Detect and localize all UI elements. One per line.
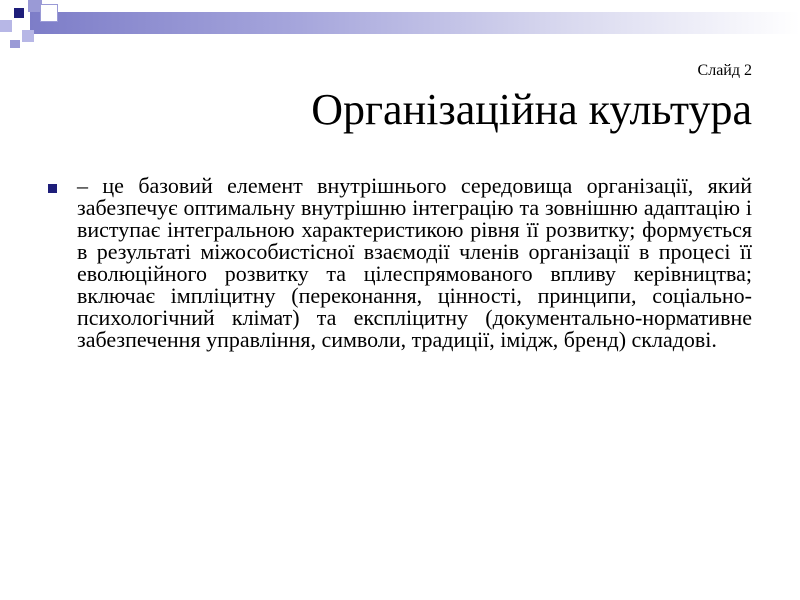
decor-square-lavender	[22, 30, 34, 42]
decor-square-navy	[14, 8, 24, 18]
decor-square-lavender	[0, 20, 12, 32]
square-bullet-icon	[48, 184, 57, 193]
slide-number: Слайд 2	[697, 62, 752, 79]
bullet-text: – це базовий елемент внутрішнього середовища організації, який забезпечує оптимальну внутрішню інтеграцію та зовнішню адаптацію і виступає інтегральною характеристикою рівня її розвитку; формується в результаті міжособистісної взаємодії членів організації в процесі її еволюційного розвитку та цілеспрямованого впливу керівництва; включає імпліцитну (переконання, цінності, принципи, соціально-психологічний клімат) та експліцитну (документально-нормативне забезпечення управління, символи, традиції, імідж, бренд) складові.	[77, 173, 752, 352]
header-gradient-bar	[30, 12, 800, 34]
slide-title: Організаційна культура	[311, 85, 752, 134]
decor-square-lavender	[10, 40, 20, 48]
bullet-item	[48, 175, 752, 351]
slide-content	[48, 175, 752, 351]
decor-square-outline	[40, 4, 58, 22]
